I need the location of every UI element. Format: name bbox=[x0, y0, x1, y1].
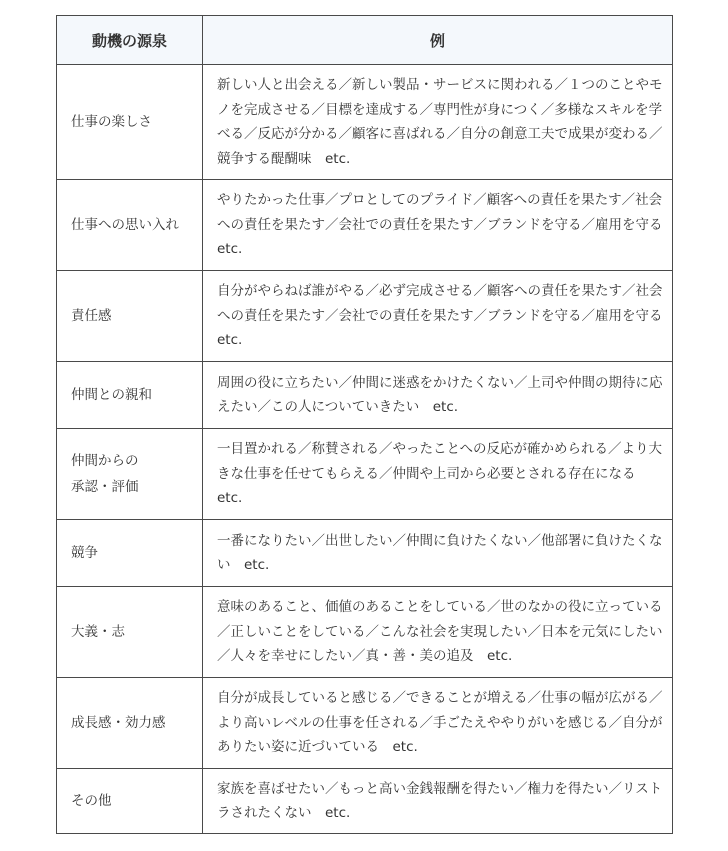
category-label: 大義・志 bbox=[71, 624, 125, 640]
category-cell bbox=[57, 362, 203, 429]
category-cell bbox=[57, 429, 203, 520]
example-cell: 自分が成長していると感じる／できることが増える／仕事の幅が広がる／より高いレベルの仕事を任される／手ごたえややりがいを感じる／自分がありたい姿に近づいている etc. bbox=[203, 678, 673, 769]
category-cell bbox=[57, 271, 203, 362]
category-label: 仕事の楽しさ bbox=[71, 114, 152, 130]
category-cell bbox=[57, 769, 203, 834]
category-cell bbox=[57, 180, 203, 271]
category-cell bbox=[57, 587, 203, 678]
example-cell: 一番になりたい／出世したい／仲間に負けたくない／他部署に負けたくない etc. bbox=[203, 520, 673, 587]
table-row bbox=[57, 520, 673, 587]
category-label: 仲間との親和 bbox=[71, 387, 152, 403]
category-label: 仲間からの bbox=[71, 453, 139, 469]
category-label: 成長感・効力感 bbox=[71, 715, 166, 731]
example-cell: 意味のあること、価値のあることをしている／世のなかの役に立っている／正しいことをしている／こんな社会を実現したい／日本を元気にしたい／人々を幸せにしたい／真・善・美の追及 etc. bbox=[203, 587, 673, 678]
header-example: 例 bbox=[203, 16, 673, 65]
table-row bbox=[57, 362, 673, 429]
example-cell: 新しい人と出会える／新しい製品・サービスに関われる／１つのことやモノを完成させる／目標を達成する／専門性が身につく／多様なスキルを学べる／反応が分かる／顧客に喜ばれる／自分の創意工夫で成果が変わる／競争する醍醐味 etc. bbox=[203, 65, 673, 180]
table-row bbox=[57, 180, 673, 271]
example-cell: 家族を喜ばせたい／もっと高い金銭報酬を得たい／権力を得たい／リストラされたくない etc. bbox=[203, 769, 673, 834]
category-label: 責任感 bbox=[71, 308, 112, 324]
table-row bbox=[57, 271, 673, 362]
category-label: 競争 bbox=[71, 545, 98, 561]
example-cell: やりたかった仕事／プロとしてのプライド／顧客への責任を果たす／社会への責任を果たす／会社での責任を果たす／ブランドを守る／雇用を守る etc. bbox=[203, 180, 673, 271]
table-row bbox=[57, 65, 673, 180]
motivation-table-container bbox=[56, 15, 676, 834]
category-cell bbox=[57, 520, 203, 587]
table-row bbox=[57, 587, 673, 678]
example-cell: 一目置かれる／称賛される／やったことへの反応が確かめられる／より大きな仕事を任せてもらえる／仲間や上司から必要とされる存在になる etc. bbox=[203, 429, 673, 520]
category-cell bbox=[57, 65, 203, 180]
category-cell bbox=[57, 678, 203, 769]
table-row bbox=[57, 429, 673, 520]
category-label: 仕事への思い入れ bbox=[71, 217, 179, 233]
table-header-row bbox=[57, 16, 673, 65]
motivation-sources-table bbox=[56, 15, 676, 834]
table-row bbox=[57, 769, 673, 834]
header-source: 動機の源泉 bbox=[57, 16, 203, 65]
example-cell: 自分がやらねば誰がやる／必ず完成させる／顧客への責任を果たす／社会への責任を果たす／会社での責任を果たす／ブランドを守る／雇用を守る etc. bbox=[203, 271, 673, 362]
example-cell: 周囲の役に立ちたい／仲間に迷惑をかけたくない／上司や仲間の期待に応えたい／この人についていきたい etc. bbox=[203, 362, 673, 429]
table-row bbox=[57, 678, 673, 769]
category-label: 承認・評価 bbox=[71, 479, 139, 495]
category-label: その他 bbox=[71, 793, 112, 809]
